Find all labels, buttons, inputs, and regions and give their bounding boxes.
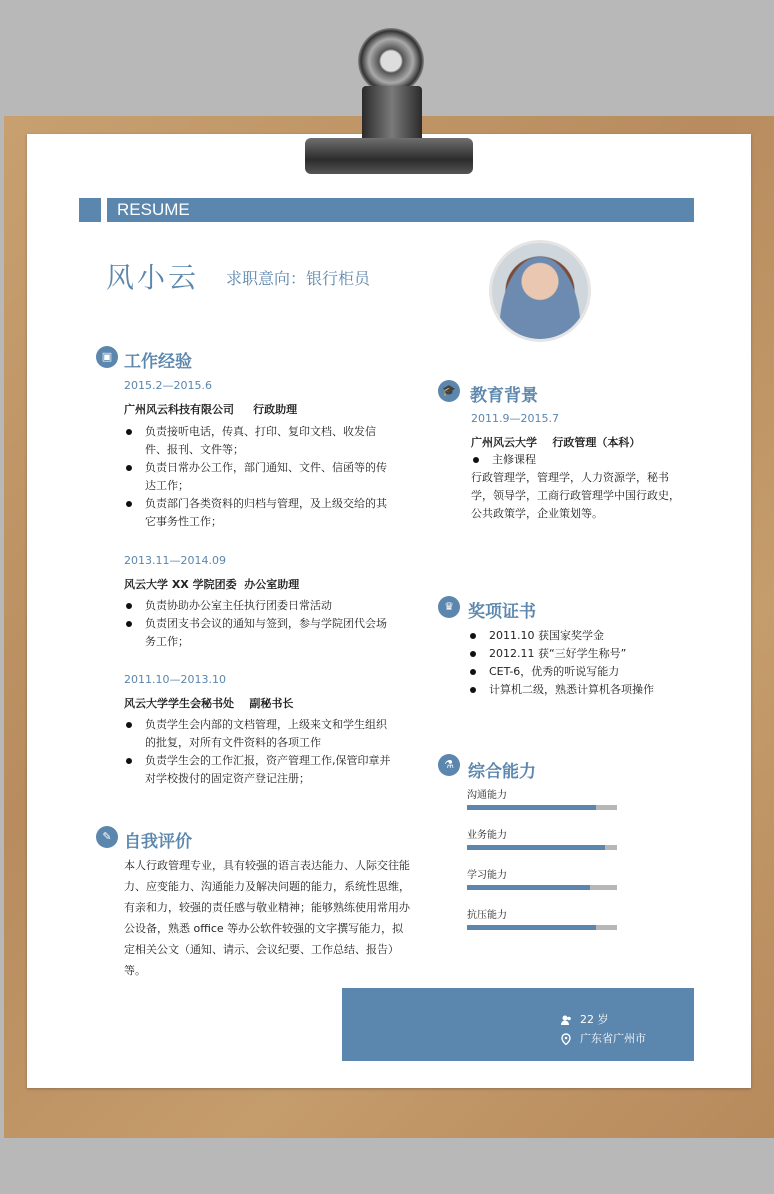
skill-bar-fill	[467, 885, 590, 890]
flask-icon: ⚗	[438, 754, 460, 776]
skill-bar-track	[467, 845, 617, 850]
skills-list	[467, 786, 617, 946]
education-courses	[471, 451, 686, 523]
self-evaluation-text: 本人行政管理专业，具有较强的语言表达能力、人际交往能力、应变能力、沟通能力及解决问题的能力，系统性思维，有亲和力，较强的责任感与敬业精神；能够熟练使用常用办公设备，熟悉 office 等办公软件较强的文字撰写能力，拟定相关公文（通知、请示、会议纪要、工作总结、报告）等。	[124, 859, 410, 977]
work-list-2	[124, 597, 392, 651]
skill-bar-track	[467, 805, 617, 810]
user-icon	[560, 1014, 572, 1026]
list-item: 计算机二级，熟悉计算机各项操作	[468, 681, 688, 699]
education-date: 2011.9—2015.7	[471, 412, 559, 425]
edit-icon: ✎	[96, 826, 118, 848]
awards-list	[468, 627, 688, 699]
skill-label: 抗压能力	[467, 910, 507, 921]
work-date-2: 2013.11—2014.09	[124, 554, 226, 567]
binder-clip-arm	[362, 86, 422, 142]
skills-section-title: 综合能力	[468, 762, 536, 782]
list-item: 2011.10 获国家奖学金	[468, 627, 688, 645]
skill-label: 沟通能力	[467, 790, 507, 801]
list-item: 负责日常办公工作，部门通知、文件、信函等的传达工作；	[124, 459, 392, 495]
list-item: CET-6，优秀的听说写能力	[468, 663, 688, 681]
list-item: 负责学生会的工作汇报，资产管理工作,保管印章并对学校拨付的固定资产登记注册；	[124, 752, 392, 788]
avatar	[489, 240, 591, 342]
skill-bar-track	[467, 925, 617, 930]
skill-item	[467, 786, 617, 826]
graduation-cap-icon: 🎓	[438, 380, 460, 402]
education-section-title: 教育背景	[470, 386, 538, 406]
skill-item	[467, 866, 617, 906]
location-row	[560, 1030, 646, 1046]
list-item: 负责协助办公室主任执行团委日常活动	[124, 597, 392, 615]
candidate-name: 风小云	[106, 261, 200, 294]
work-list-1	[124, 423, 392, 531]
work-org-3: 风云大学学生会秘书处 副秘书长	[124, 697, 294, 710]
work-list-3	[124, 716, 392, 788]
job-intent: 求职意向：银行柜员	[226, 269, 371, 288]
list-item: 2012.11 获“三好学生称号”	[468, 645, 688, 663]
skill-bar-fill	[467, 925, 596, 930]
skill-item	[467, 906, 617, 946]
skill-label: 学习能力	[467, 870, 507, 881]
list-item: 主修课程	[471, 451, 686, 469]
skill-bar-fill	[467, 805, 596, 810]
skill-item	[467, 826, 617, 866]
trophy-icon: ♛	[438, 596, 460, 618]
skill-label: 业务能力	[467, 830, 507, 841]
skill-bar-fill	[467, 845, 605, 850]
skill-bar-track	[467, 885, 617, 890]
personal-info-box	[342, 988, 694, 1061]
work-org-2: 风云大学 XX 学院团委 办公室助理	[124, 578, 300, 591]
location-text: 广东省广州市	[580, 1032, 646, 1045]
list-item: 负责学生会内部的文档管理，上级来文和学生组织的批复，对所有文件资料的各项工作	[124, 716, 392, 752]
work-org-1: 广州风云科技有限公司 行政助理	[124, 403, 298, 416]
list-item: 负责部门各类资料的归档与管理，及上级交给的其它事务性工作；	[124, 495, 392, 531]
list-item: 负责团支书会议的通知与签到，参与学院团代会场务工作；	[124, 615, 392, 651]
awards-section-title: 奖项证书	[468, 602, 536, 622]
briefcase-icon: ▣	[96, 346, 118, 368]
age-text: 22 岁	[580, 1013, 609, 1026]
age-row	[560, 1011, 609, 1027]
binder-clip-ring-icon	[358, 28, 424, 94]
resume-label: RESUME	[117, 200, 190, 219]
course-list: 行政管理学，管理学，人力资源学，秘书学，领导学，工商行政管理学中国行政史，公共政策学，企业策划等。	[471, 471, 680, 520]
location-pin-icon	[560, 1033, 572, 1045]
work-date-3: 2011.10—2013.10	[124, 673, 226, 686]
binder-clip-base	[305, 138, 473, 174]
list-item: 负责接听电话，传真、打印、复印文档、收发信件、报刊、文件等；	[124, 423, 392, 459]
work-section-title: 工作经验	[124, 352, 192, 372]
education-org: 广州风云大学 行政管理（本科）	[471, 436, 641, 449]
work-date-1: 2015.2—2015.6	[124, 379, 212, 392]
self-section-title: 自我评价	[124, 832, 192, 852]
resume-header-bar	[79, 198, 694, 222]
